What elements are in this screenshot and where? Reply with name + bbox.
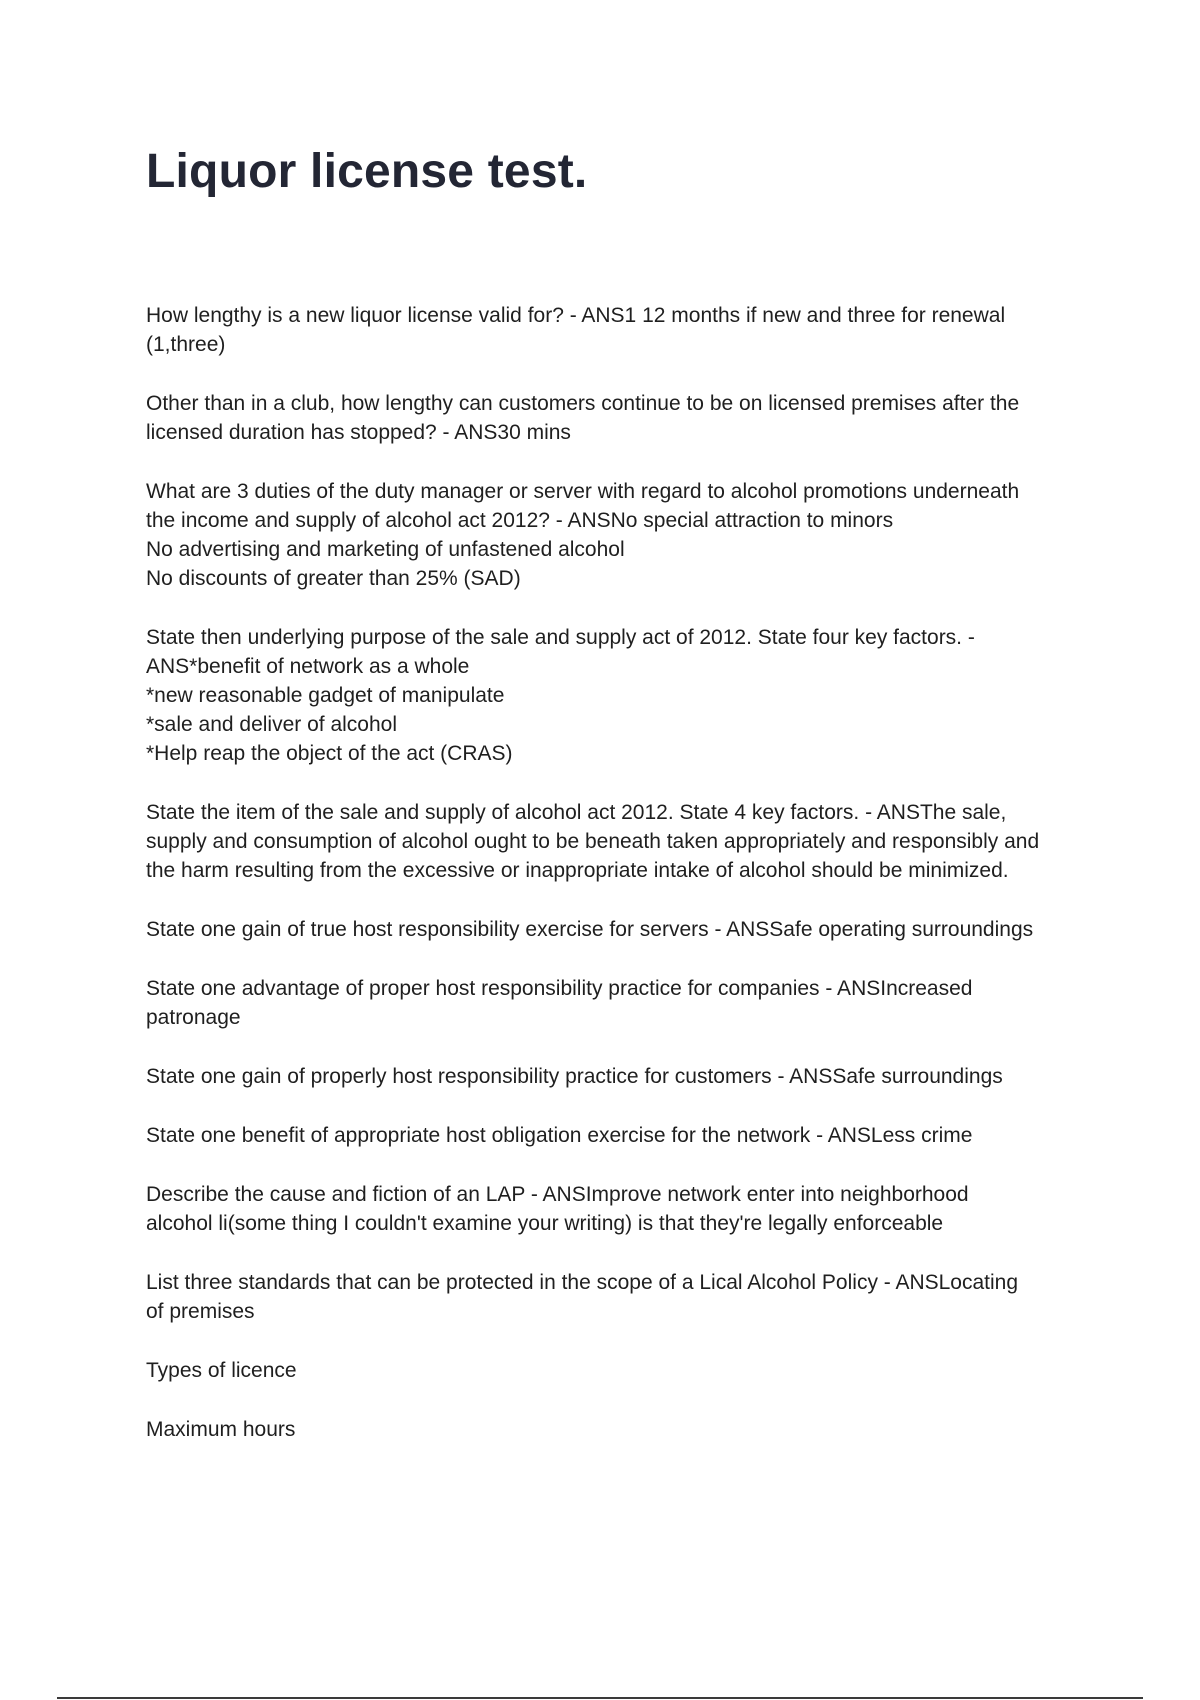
qa-line: List three standards that can be protected in the scope of a Lical Alcohol Policy - ANSLocating xyxy=(146,1271,1019,1294)
qa-line: the income and supply of alcohol act 2012? - ANSNo special attraction to minors xyxy=(146,509,894,532)
page-title: Liquor license test. xyxy=(146,145,588,198)
qa-line: State one gain of properly host responsibility practice for customers - ANSSafe surroundings xyxy=(146,1065,1003,1088)
qa-line: *sale and deliver of alcohol xyxy=(146,713,397,736)
qa-line: Types of licence xyxy=(146,1359,297,1382)
qa-line: the harm resulting from the excessive or inappropriate intake of alcohol should be minimized. xyxy=(146,859,1009,882)
qa-line: *new reasonable gadget of manipulate xyxy=(146,684,505,707)
qa-line: No advertising and marketing of unfastened alcohol xyxy=(146,538,625,561)
qa-line: Describe the cause and fiction of an LAP - ANSImprove network enter into neighborhood xyxy=(146,1183,969,1206)
qa-item xyxy=(146,389,1096,447)
qa-item xyxy=(146,623,1096,768)
qa-line: (1,three) xyxy=(146,333,226,356)
qa-item xyxy=(146,1268,1096,1326)
qa-line: State one advantage of proper host responsibility practice for companies - ANSIncreased xyxy=(146,977,973,1000)
qa-line: State the item of the sale and supply of alcohol act 2012. State 4 key factors. - ANSThe sale, xyxy=(146,801,1007,824)
qa-line: State then underlying purpose of the sale and supply act of 2012. State four key factors. - xyxy=(146,626,975,649)
question-answer-list xyxy=(146,301,1096,1474)
qa-item xyxy=(146,974,1096,1032)
qa-line: State one gain of true host responsibility exercise for servers - ANSSafe operating surroundings xyxy=(146,918,1034,941)
qa-item xyxy=(146,915,1096,944)
qa-line: ANS*benefit of network as a whole xyxy=(146,655,470,678)
qa-line: How lengthy is a new liquor license valid for? - ANS1 12 months if new and three for renewal xyxy=(146,304,1006,327)
qa-line: licensed duration has stopped? - ANS30 mins xyxy=(146,421,571,444)
qa-line: Maximum hours xyxy=(146,1418,296,1441)
qa-item xyxy=(146,1062,1096,1091)
qa-line: Other than in a club, how lengthy can customers continue to be on licensed premises after the xyxy=(146,392,1020,415)
qa-line: What are 3 duties of the duty manager or server with regard to alcohol promotions underneath xyxy=(146,480,1020,503)
qa-item xyxy=(146,477,1096,593)
qa-line: supply and consumption of alcohol ought to be beneath taken appropriately and responsibly and xyxy=(146,830,1040,853)
qa-item xyxy=(146,1356,1096,1385)
qa-item xyxy=(146,1121,1096,1150)
qa-item xyxy=(146,798,1096,885)
qa-line: *Help reap the object of the act (CRAS) xyxy=(146,742,513,765)
qa-line: patronage xyxy=(146,1006,241,1029)
footer-divider xyxy=(57,1697,1143,1699)
qa-item xyxy=(146,1415,1096,1444)
qa-line: State one benefit of appropriate host obligation exercise for the network - ANSLess crime xyxy=(146,1124,973,1147)
qa-line: of premises xyxy=(146,1300,255,1323)
qa-line: No discounts of greater than 25% (SAD) xyxy=(146,567,521,590)
qa-line: alcohol li(some thing I couldn't examine your writing) is that they're legally enforceable xyxy=(146,1212,944,1235)
qa-item xyxy=(146,301,1096,359)
qa-item xyxy=(146,1180,1096,1238)
